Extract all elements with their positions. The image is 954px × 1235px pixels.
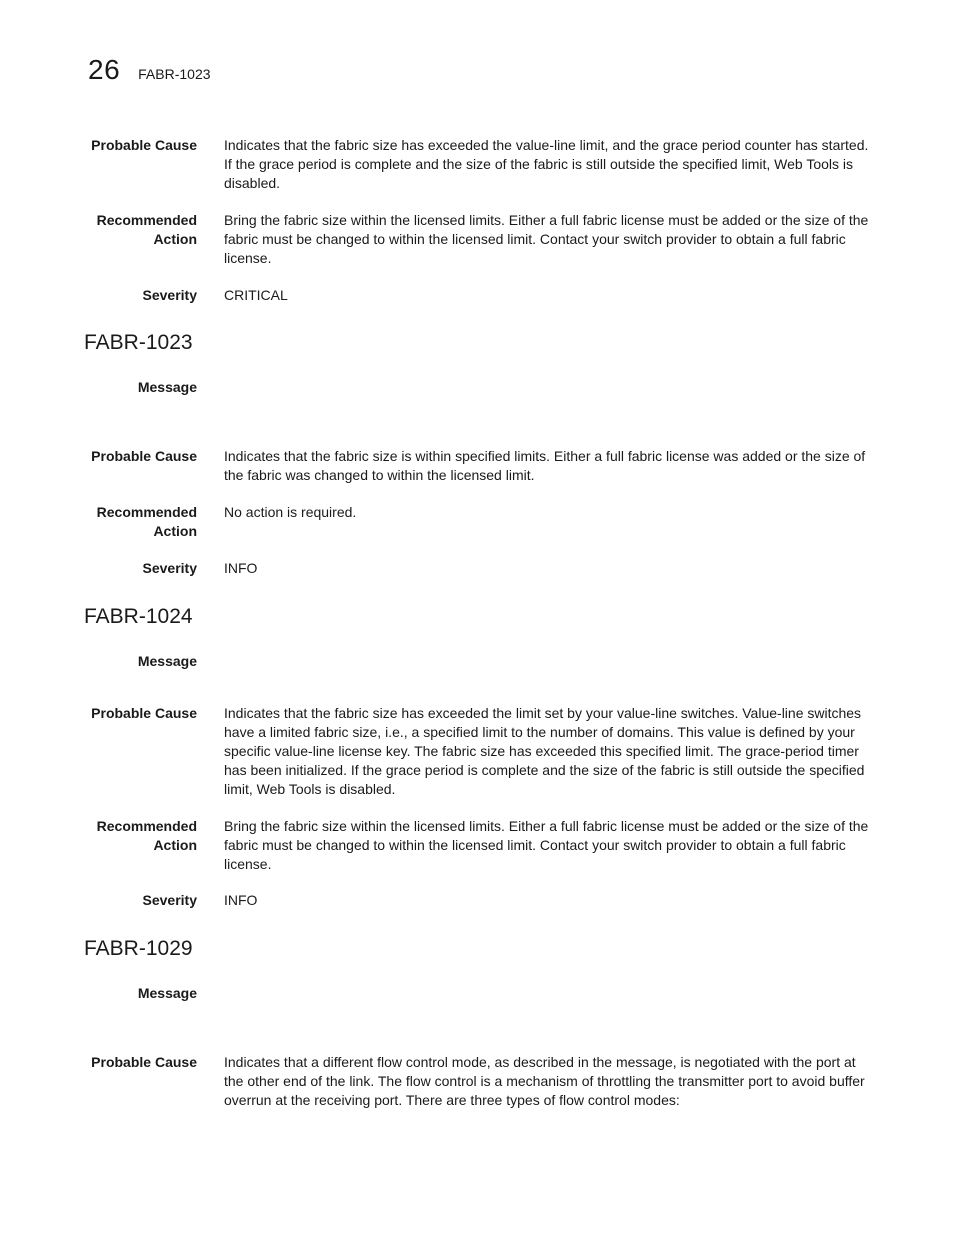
recommended-action-label [67, 817, 197, 855]
probable-cause-text: Indicates that the fabric size has exceeded the limit set by your value-line switches. Value-line switches have a limited fabric size, i.e., a specified limit to the number of domains. This value is defined by your specific value-line license key. The fabric size has exceeded this specified limit. The grace-period timer has been initialized. If the grace period is complete and the size of the fabric is still outside the specified limit, Web Tools is disabled. [224, 705, 865, 797]
probable-cause-text: Indicates that the fabric size has exceeded the value-line limit, and the grace period counter has started. If the grace period is complete and the size of the fabric is still outside the specified limit, Web Tools is disabled. [224, 137, 869, 191]
recommended-label-line1: Recommended [96, 504, 197, 520]
probable-cause-label: Probable Cause [91, 1054, 197, 1070]
recommended-action-label [67, 211, 197, 249]
recommended-action-text: Bring the fabric size within the licensed limits. Either a full fabric license must be added or the size of the fabric must be changed to within the licensed limit. Contact your switch provider to obtain a full fabric license. [224, 818, 869, 872]
severity-text: INFO [224, 892, 258, 908]
message-label: Message [137, 985, 197, 1001]
severity-text: INFO [224, 560, 258, 576]
recommended-label-line1: Recommended [96, 212, 197, 228]
severity-label: Severity [142, 287, 197, 303]
page-header [88, 54, 211, 86]
probable-cause-label: Probable Cause [91, 448, 197, 464]
severity-text: CRITICAL [224, 287, 288, 303]
recommended-action-label [67, 503, 197, 541]
chapter-number: 26 [88, 54, 121, 85]
probable-cause-text: Indicates that the fabric size is within specified limits. Either a full fabric license was added or the size of the fabric was changed to within the licensed limit. [224, 448, 866, 483]
section-heading-fabr-1024: FABR-1024 [84, 605, 193, 628]
section-heading-fabr-1029: FABR-1029 [84, 937, 193, 960]
probable-cause-label: Probable Cause [91, 705, 197, 721]
message-label: Message [137, 379, 197, 395]
recommended-label-line1: Recommended [96, 818, 197, 834]
severity-label: Severity [142, 560, 197, 576]
recommended-label-line2: Action [153, 837, 197, 853]
recommended-action-text: No action is required. [224, 504, 357, 520]
running-title: FABR-1023 [138, 66, 211, 82]
probable-cause-label: Probable Cause [91, 137, 197, 153]
message-label: Message [137, 653, 197, 669]
recommended-label-line2: Action [153, 231, 197, 247]
severity-label: Severity [142, 892, 197, 908]
recommended-label-line2: Action [153, 523, 197, 539]
probable-cause-text: Indicates that a different flow control mode, as described in the message, is negotiated with the port at the other end of the link. The flow control is a mechanism of throttling the transmitter port to avoid buffer overrun at the receiving port. There are three types of flow control modes: [224, 1054, 865, 1108]
section-heading-fabr-1023: FABR-1023 [84, 331, 193, 354]
recommended-action-text: Bring the fabric size within the licensed limits. Either a full fabric license must be added or the size of the fabric must be changed to within the licensed limit. Contact your switch provider to obtain a full fabric license. [224, 212, 869, 266]
